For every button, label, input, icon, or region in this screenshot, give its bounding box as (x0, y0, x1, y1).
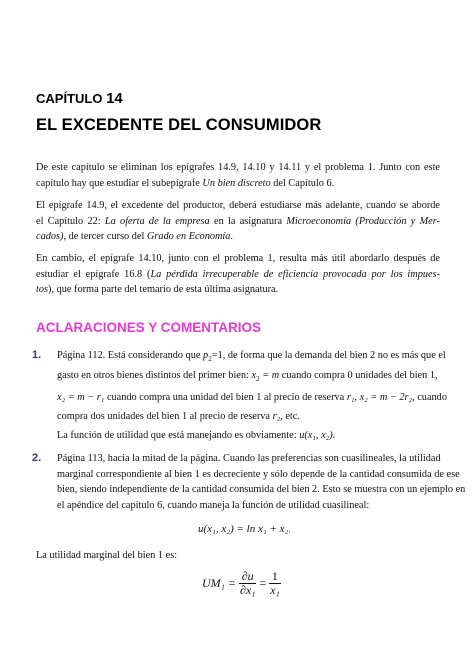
chapter-number: 14 (106, 90, 123, 107)
text-line: cados), de tercer curso del Grado en Economía. (36, 231, 234, 243)
chapter-label-text: CAPÍTULO (36, 91, 103, 106)
text-line: el Capítulo 22: La oferta de la empresa en la asignatura Microeconomía (Producción y Mer- (36, 215, 440, 227)
text-line: marginal correspondiente al bien 1 es decreciente y sólo depende de la cantidad consumida de ese (57, 468, 460, 480)
item-1-text (57, 348, 447, 444)
intro-paragraph-2 (36, 198, 440, 245)
text-line: Página 113, hacia la mitad de la página. Cuando las preferencias son cuasilineales, la utilidad (57, 453, 441, 464)
text-line: compra dos unidades del bien 1 al precio de reserva r₂, etc. (57, 410, 300, 422)
text-line: La función de utilidad que está manejando es obviamente: u(x₁, x₂). (57, 430, 336, 441)
item-number-1: 1. (32, 349, 42, 361)
text-line: gasto en otros bienes distintos del primer bien: $x_2 = m$ cuando compra 0 unidades del bien 1, (57, 369, 438, 383)
text-line: estudiar el epígrafe 16.8 (La pérdida irrecuperable de eficiencia provocada por los impues- (36, 268, 441, 280)
text-line: el apéndice del capítulo 6, cuando maneja la función de utilidad cuasilineal: (57, 499, 370, 511)
text-line: capítulo hay que estudiar el subepígrafe Un bien discreto del Capítulo 6. (36, 177, 335, 189)
text-line: Página 112. Está considerando que $p_2=1$, de forma que la demanda del bien 2 no es más que el (57, 350, 446, 363)
text-line: De este capítulo se eliminan los epígrafes 14.9, 14.10 y 14.11 y el problema 1. Junto con este (36, 162, 440, 173)
text-line: En cambio, el epígrafe 14.10, junto con el problema 1, resulta más útil abordarlo después de (36, 253, 440, 264)
text-line: La utilidad marginal del bien 1 es: (36, 550, 178, 561)
item-number-2: 2. (32, 452, 42, 464)
fraction-reciprocal: $\frac{1}{\text{x₁}}$ (270, 569, 280, 597)
fraction-derivative: $\frac{\partial u}{\text{∂x₁}}$ (239, 569, 256, 597)
intro-paragraph-1 (36, 160, 440, 191)
equation-utility: u(x₁, x₂) = ln x₁ + x₂. (198, 523, 291, 535)
text-line: x₂ = m − r₁ cuando compra una unidad del bien 1 al precio de reserva r₁, x₂ = m − 2r₂, cuando (57, 392, 447, 403)
item-2-text (57, 451, 466, 513)
text-line: tos), que forma parte del temario de esta última asignatura. (36, 284, 279, 296)
text-marginal-utility (36, 548, 440, 564)
intro-paragraph-3 (36, 251, 440, 298)
text-line: El epígrafe 14.9, el excedente del productor, deberá estudiarse más adelante, cuando se aborde (36, 200, 440, 211)
text-line: bien, siendo independiente de la cantidad consumida del bien 2. Esto se muestra con un ejemplo en (57, 484, 466, 495)
equation-marginal-utility: UM₁ = $\frac{\partial u}{\text{∂x₁}}$ = $\frac{1}{\text{x₁}}$ (202, 569, 280, 597)
section-heading: ACLARACIONES Y COMENTARIOS (36, 320, 262, 335)
chapter-title: EL EXCEDENTE DEL CONSUMIDOR (36, 116, 322, 134)
chapter-label (36, 90, 123, 107)
